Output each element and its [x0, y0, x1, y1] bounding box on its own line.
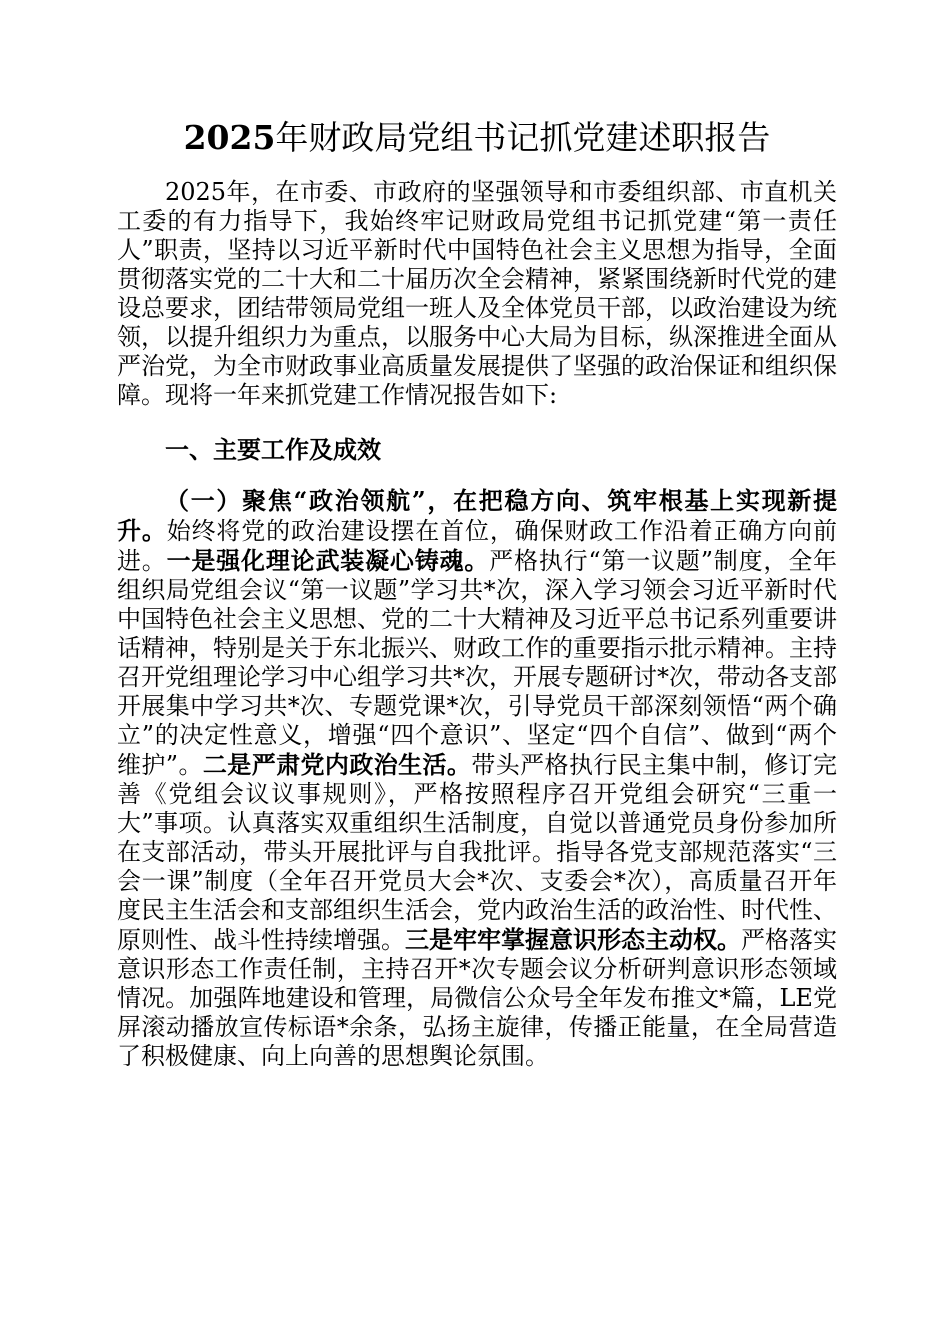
- section-heading-main-work: 一、主要工作及成效: [165, 435, 381, 464]
- point-text-ideology: 严格落实意识形态工作责任制，主持召开*次专题会议分析研判意识形态领域情况。加强阵地建设和管理，局微信公众号全年发布推文*篇，LE党屏滚动播放宣传标语*余条，弘扬主旋律，传播正能量，在全局营造了积极健康、向上向善的思想舆论氛围。: [117, 926, 837, 1070]
- point-heading-theory: 一是强化理论武装凝心铸魂。: [166, 546, 490, 575]
- document-page: [117, 112, 837, 1071]
- title-year: 2025: [183, 118, 276, 157]
- subsection-text: 始终将党的政治建设摆在首位，确保财政工作沿着正确方向前进。: [117, 517, 838, 575]
- point-heading-political-life: 二是严肃党内政治生活。: [202, 750, 472, 779]
- point-text-political-life: 带头严格执行民主集中制，修订完善《党组会议议事规则》，严格按照程序召开党组会研究“三重一大”事项。认真落实双重组织生活制度，自觉以普通党员身份参加所在支部活动，带头开展批评与自我批评。指导各党支部规范落实“三会一课”制度（全年召开党员大会*次、支委会*次），高质量召开年度民主生活会和支部组织生活会，党内政治生活的政治性、时代性、原则性、战斗性持续增强。: [117, 751, 838, 954]
- subsection-heading: （一）聚焦“政治领航”，在把稳方向、筑牢根基上实现新提升。: [117, 486, 837, 545]
- document-title: [117, 112, 837, 164]
- point-text-theory: 严格执行“第一议题”制度，全年组织局党组会议“第一议题”学习共*次，深入学习领会习近平新时代中国特色社会主义思想、党的二十大精神及习近平总书记系列重要讲话精神，特别是关于东北振兴、财政工作的重要指示批示精神。主持召开党组理论学习中心组学习共*次，开展专题研讨*次，带动各支部开展集中学习共*次、专题党课*次，引导党员干部深刻领悟“两个确立”的决定性意义，增强“四个意识”、坚定“四个自信”、做到“两个维护”。: [117, 547, 838, 779]
- point-heading-ideology: 三是牢牢掌握意识形态主动权。: [405, 925, 741, 954]
- intro-paragraph: 2025年，在市委、市政府的坚强领导和市委组织部、市直机关工委的有力指导下，我始终牢记财政局党组书记抓党建“第一责任人”职责，坚持以习近平新时代中国特色社会主义思想为指导，全面贯彻落实党的二十大和二十届历次全会精神，紧紧围绕新时代党的建设总要求，团结带领局党组一班人及全体党员干部，以政治建设为统领，以提升组织力为重点，以服务中心大局为目标，纵深推进全面从严治党，为全市财政事业高质量发展提供了坚强的政治保证和组织保障。现将一年来抓党建工作情况报告如下:: [117, 178, 837, 409]
- subsection-paragraph-political: [117, 486, 837, 1071]
- title-text: 年财政局党组书记抓党建述职报告: [275, 118, 771, 157]
